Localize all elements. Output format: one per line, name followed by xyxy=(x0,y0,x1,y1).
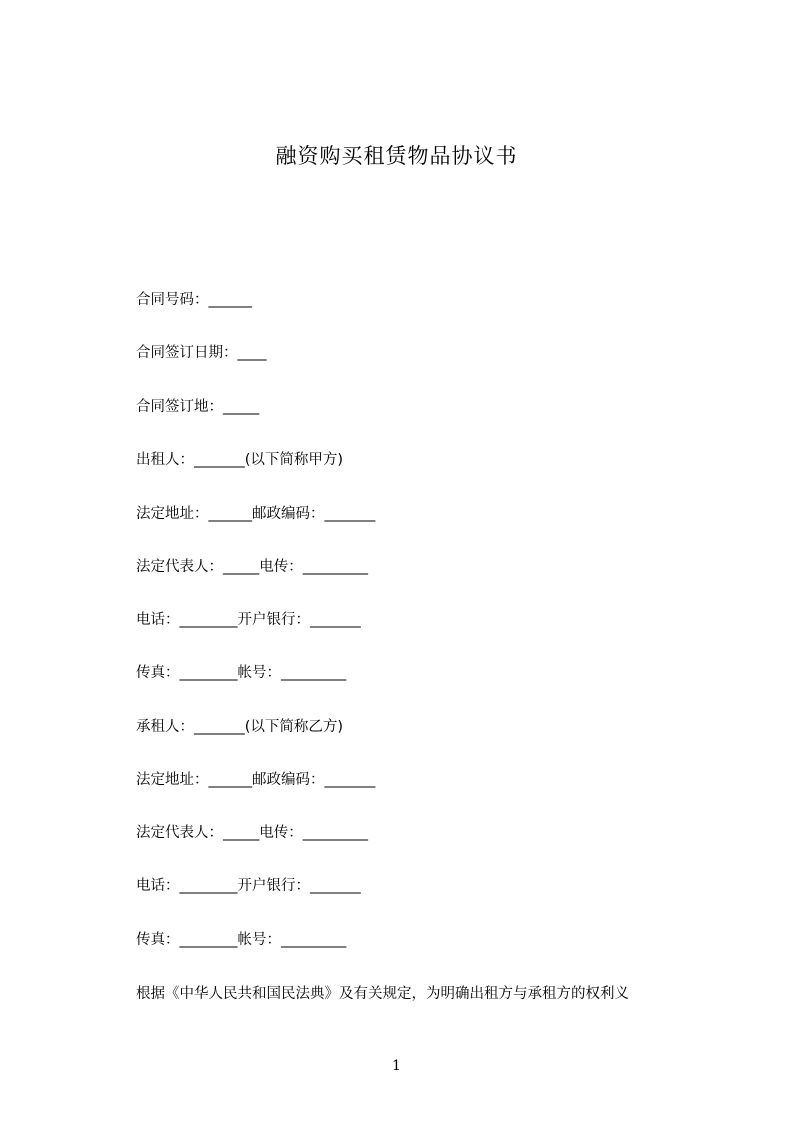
signing-date-line: 合同签订日期：____ xyxy=(136,345,267,361)
page-number: 1 xyxy=(392,1058,401,1074)
body-paragraph-line: 根据《中华人民共和国民法典》及有关规定，为明确出租方与承租方的权利义 xyxy=(136,986,629,1002)
lessee-phone-line: 电话：________开户银行：_______ xyxy=(136,878,361,894)
lessor-fax-line: 传真：________帐号：_________ xyxy=(136,665,347,681)
contract-number-line: 合同号码：______ xyxy=(136,292,252,308)
signing-place-line: 合同签订地：_____ xyxy=(136,399,260,415)
lessor-line: 出租人：_______(以下简称甲方) xyxy=(136,452,344,468)
lessor-phone-line: 电话：________开户银行：_______ xyxy=(136,612,361,628)
lessee-fax-line: 传真：________帐号：_________ xyxy=(136,932,347,948)
lessee-address-line: 法定地址：______邮政编码：_______ xyxy=(136,772,376,788)
lessee-representative-line: 法定代表人：_____电传：_________ xyxy=(136,825,368,841)
lessor-address-line: 法定地址：______邮政编码：_______ xyxy=(136,506,376,522)
lessor-representative-line: 法定代表人：_____电传：_________ xyxy=(136,559,368,575)
lessee-line: 承租人：_______(以下简称乙方) xyxy=(136,719,344,735)
document-title: 融资购买租赁物品协议书 xyxy=(275,144,518,168)
